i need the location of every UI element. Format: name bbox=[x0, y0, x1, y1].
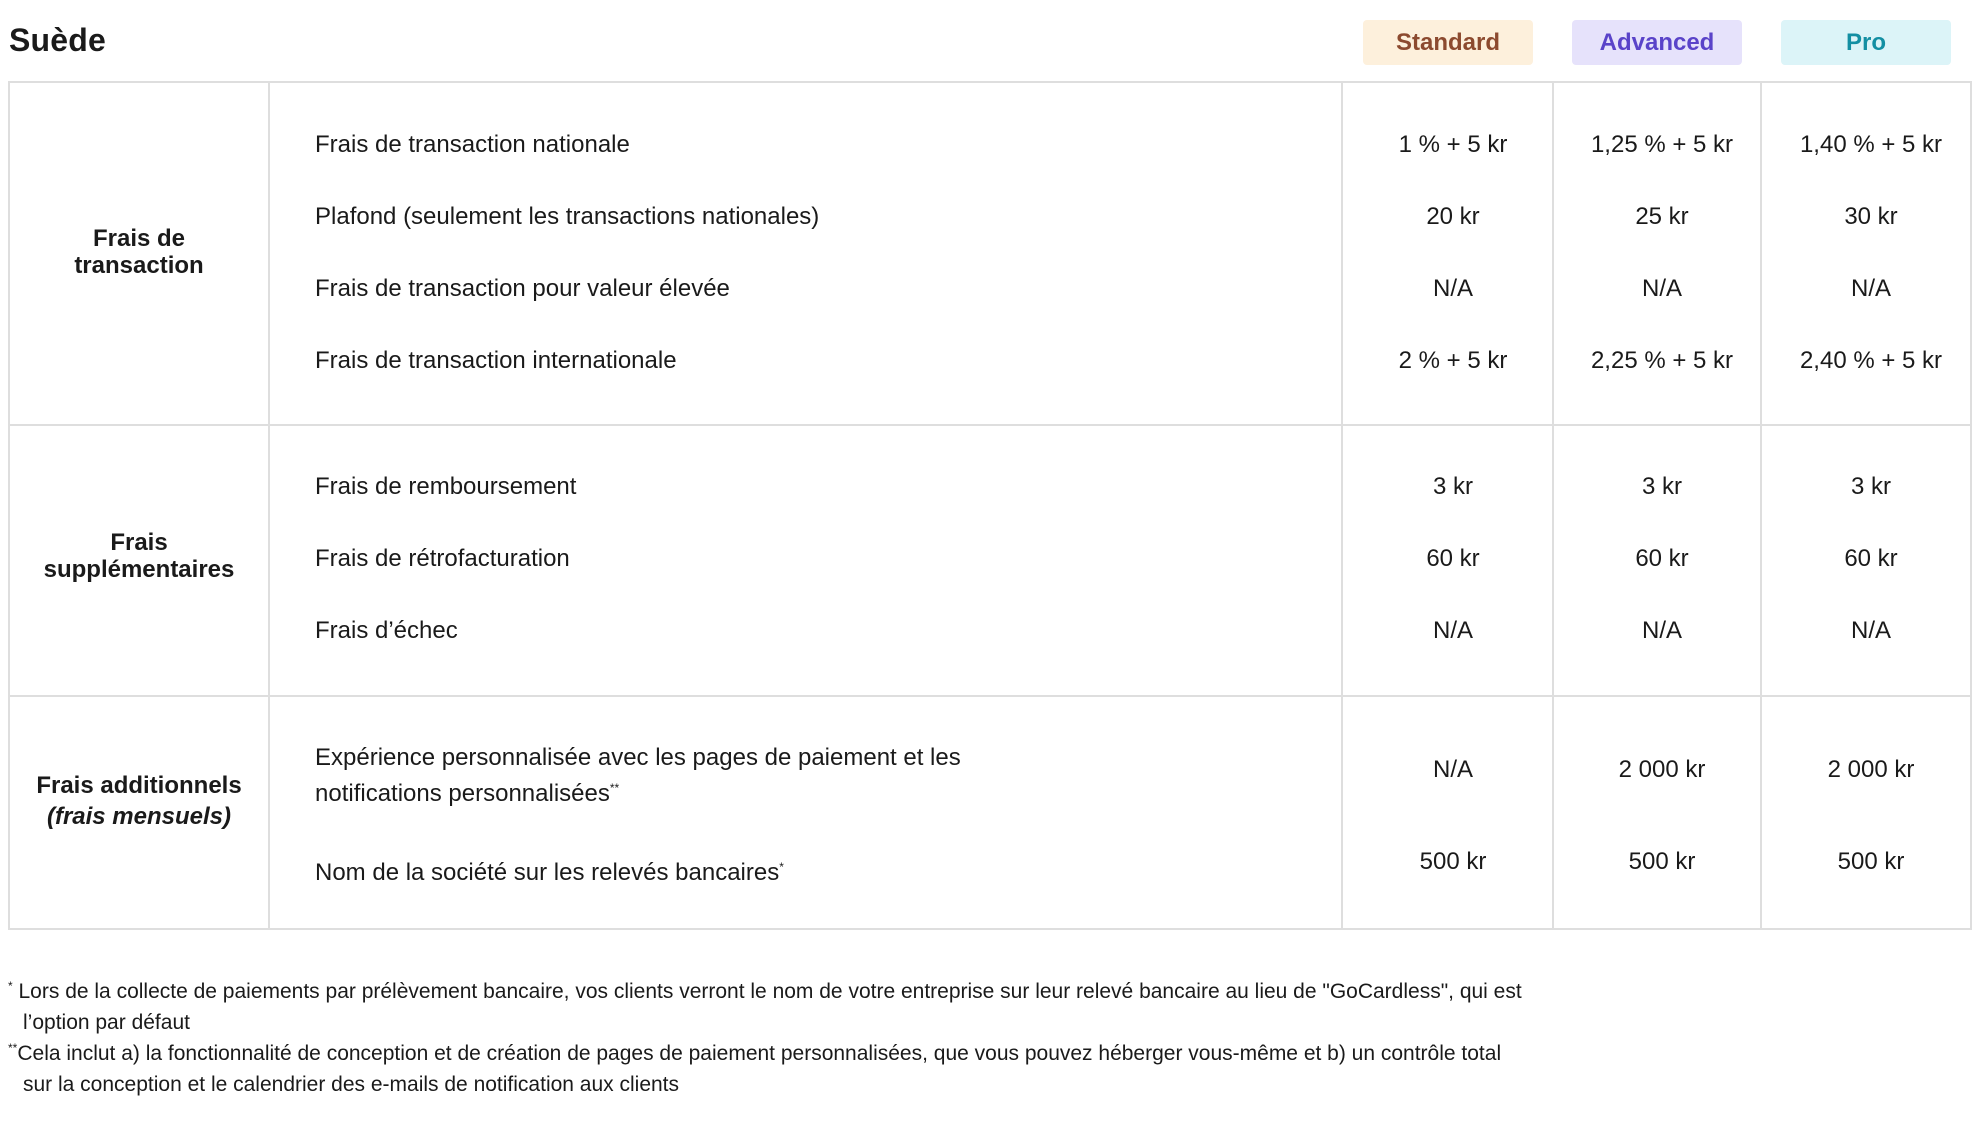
row-label: Frais de remboursement bbox=[315, 473, 577, 500]
row-label: Frais d’échec bbox=[315, 617, 458, 644]
footnote-1 bbox=[8, 971, 1522, 1038]
cell-advanced: N/A bbox=[1641, 617, 1682, 644]
row-label-text: Nom de la société sur les relevés bancaires bbox=[315, 859, 780, 886]
cell-standard: 1 % + 5 kr bbox=[1398, 131, 1508, 158]
section-divider bbox=[10, 424, 1970, 426]
row-label: Frais de transaction internationale bbox=[315, 347, 677, 374]
row-label: Frais de rétrofacturation bbox=[315, 545, 570, 572]
footnote-text: Lors de la collecte de paiements par prélèvement bancaire, vos clients verront le nom de votre entreprise sur leur relevé bancaire au lieu de "GoCardless", qui est bbox=[12, 980, 1522, 1003]
row-label bbox=[315, 742, 961, 809]
cell-pro: 2,40 % + 5 kr bbox=[1799, 347, 1943, 374]
column-divider bbox=[1341, 83, 1343, 928]
cell-standard: N/A bbox=[1432, 756, 1473, 783]
cell-advanced: 1,25 % + 5 kr bbox=[1590, 131, 1734, 158]
section-label-line: Frais additionnels bbox=[36, 772, 242, 799]
plan-advanced-badge: Advanced bbox=[1572, 20, 1742, 65]
cell-standard: N/A bbox=[1432, 275, 1473, 302]
cell-advanced: 3 kr bbox=[1641, 473, 1682, 500]
cell-standard: 2 % + 5 kr bbox=[1398, 347, 1508, 374]
plan-pro-badge: Pro bbox=[1781, 20, 1951, 65]
cell-pro: 60 kr bbox=[1844, 545, 1898, 572]
section-label-line: (frais mensuels) bbox=[46, 803, 232, 830]
row-label: Plafond (seulement les transactions nationales) bbox=[315, 203, 820, 230]
cell-advanced: 2 000 kr bbox=[1618, 756, 1706, 783]
cell-advanced: N/A bbox=[1641, 275, 1682, 302]
footnote-text: sur la conception et le calendrier des e-mails de notification aux clients bbox=[23, 1073, 680, 1096]
section-label-line: Frais bbox=[110, 529, 168, 556]
cell-advanced: 500 kr bbox=[1628, 848, 1696, 875]
cell-standard: 500 kr bbox=[1419, 848, 1487, 875]
cell-pro: 3 kr bbox=[1850, 473, 1891, 500]
cell-standard: 3 kr bbox=[1432, 473, 1473, 500]
section-label-transaction bbox=[10, 225, 268, 279]
cell-standard: 60 kr bbox=[1426, 545, 1480, 572]
row-label: Frais de transaction pour valeur élevée bbox=[315, 275, 730, 302]
cell-pro: 2 000 kr bbox=[1827, 756, 1915, 783]
cell-standard: N/A bbox=[1432, 617, 1473, 644]
row-label bbox=[315, 852, 784, 888]
footnote-mark: * bbox=[779, 860, 784, 874]
footnote-2 bbox=[8, 1033, 1501, 1100]
cell-pro: 1,40 % + 5 kr bbox=[1799, 131, 1943, 158]
cell-advanced: 2,25 % + 5 kr bbox=[1590, 347, 1734, 374]
cell-standard: 20 kr bbox=[1426, 203, 1480, 230]
row-label-line bbox=[315, 773, 961, 809]
cell-advanced: 25 kr bbox=[1635, 203, 1689, 230]
section-label-additional bbox=[10, 772, 268, 830]
section-label-line: Frais de bbox=[92, 225, 186, 252]
column-divider bbox=[268, 83, 270, 928]
section-label-supplementary bbox=[10, 529, 268, 583]
cell-pro: 500 kr bbox=[1837, 848, 1905, 875]
plan-standard-badge: Standard bbox=[1363, 20, 1533, 65]
footnote-mark: * bbox=[8, 979, 13, 993]
section-label-line: supplémentaires bbox=[43, 556, 235, 583]
row-label: Frais de transaction nationale bbox=[315, 131, 630, 158]
country-title: Suède bbox=[9, 22, 107, 58]
cell-pro: 30 kr bbox=[1844, 203, 1898, 230]
row-label-text: notifications personnalisées bbox=[315, 780, 610, 807]
cell-pro: N/A bbox=[1850, 275, 1891, 302]
section-label-line: transaction bbox=[74, 252, 204, 279]
cell-pro: N/A bbox=[1850, 617, 1891, 644]
cell-advanced: 60 kr bbox=[1635, 545, 1689, 572]
row-label-line: Expérience personnalisée avec les pages de paiement et les bbox=[315, 744, 961, 771]
footnote-text: Cela inclut a) la fonctionnalité de conception et de création de pages de paiement personnalisées, que vous pouvez héberger vous-même et b) un contrôle total bbox=[17, 1042, 1502, 1065]
footnote-mark: ** bbox=[8, 1041, 18, 1055]
pricing-table bbox=[8, 81, 1972, 930]
footnote-text: l’option par défaut bbox=[23, 1011, 190, 1034]
section-divider bbox=[10, 695, 1970, 697]
footnote-mark: ** bbox=[609, 781, 620, 795]
